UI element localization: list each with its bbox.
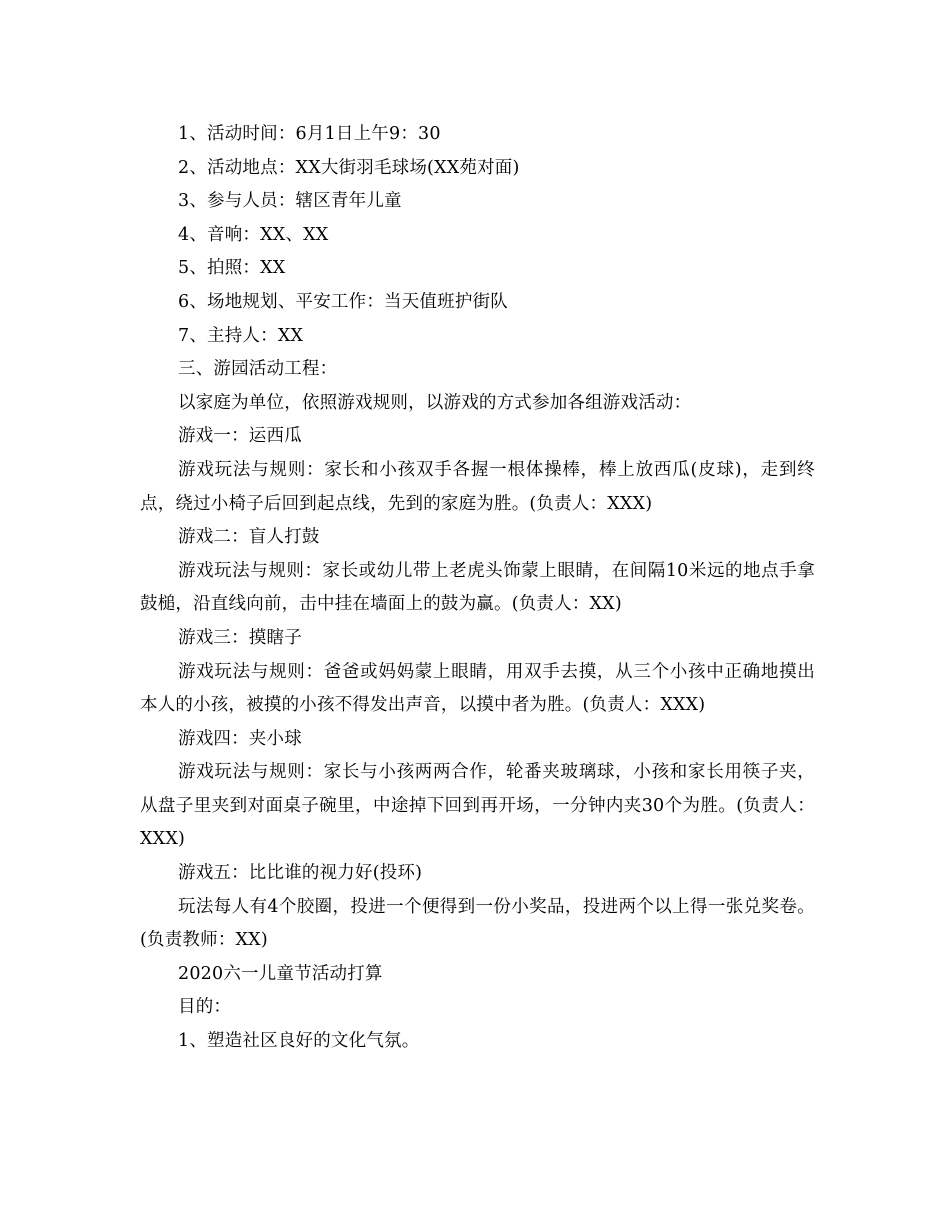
game-title: 游戏一：运西瓜 — [178, 426, 302, 447]
plan-title: 2020六一儿童节活动打算 — [178, 963, 383, 984]
game-rules: 游戏玩法与规则：家长和小孩双手各握一根体操棒，棒上放西瓜(皮球)，走到终点，绕过小椅子后回到起点线，先到的家庭为胜。(负责人：XXX) — [140, 459, 815, 514]
paragraph: 1、活动时间：6月1日上午9：30 — [178, 124, 441, 144]
game-title: 游戏五：比比谁的视力好(投环) — [178, 863, 423, 884]
game-rules: 玩法每人有4个胶圈，投进一个便得到一份小奖品，投进两个以上得一张兑奖卷。(负责教师：XX) — [140, 896, 815, 951]
section-heading: 三、游园活动工程： — [178, 359, 338, 380]
paragraph: 2、活动地点：XX大街羽毛球场(XX苑对面) — [178, 157, 520, 178]
paragraph: 7、主持人：XX — [178, 325, 304, 346]
document-body — [140, 118, 815, 1059]
paragraph: 1、塑造社区良好的文化气氛。 — [178, 1031, 420, 1052]
game-title: 游戏四：夹小球 — [178, 728, 302, 749]
paragraph: 5、拍照：XX — [178, 258, 286, 279]
paragraph: 3、参与人员：辖区青年儿童 — [178, 191, 402, 212]
paragraph: 4、音响：XX、XX — [178, 224, 329, 245]
game-title: 游戏二：盲人打鼓 — [178, 527, 320, 548]
game-rules: 游戏玩法与规则：爸爸或妈妈蒙上眼睛，用双手去摸，从三个小孩中正确地摸出本人的小孩，被摸的小孩不得发出声音，以摸中者为胜。(负责人：XXX) — [140, 661, 815, 716]
paragraph: 6、场地规划、平安工作：当天值班护街队 — [178, 291, 508, 312]
game-rules: 游戏玩法与规则：家长与小孩两两合作，轮番夹玻璃球，小孩和家长用筷子夹，从盘子里夹到对面桌子碗里，中途掉下回到再开场，一分钟内夹30个为胜。(负责人：XXX) — [140, 762, 815, 850]
game-rules: 游戏玩法与规则：家长或幼儿带上老虎头饰蒙上眼睛，在间隔10米远的地点手拿鼓槌，沿直线向前，击中挂在墙面上的鼓为赢。(负责人：XX) — [140, 560, 815, 615]
paragraph: 以家庭为单位，依照游戏规则，以游戏的方式参加各组游戏活动： — [178, 392, 692, 413]
paragraph: 目的： — [178, 997, 232, 1018]
game-title: 游戏三：摸瞎子 — [178, 627, 302, 648]
